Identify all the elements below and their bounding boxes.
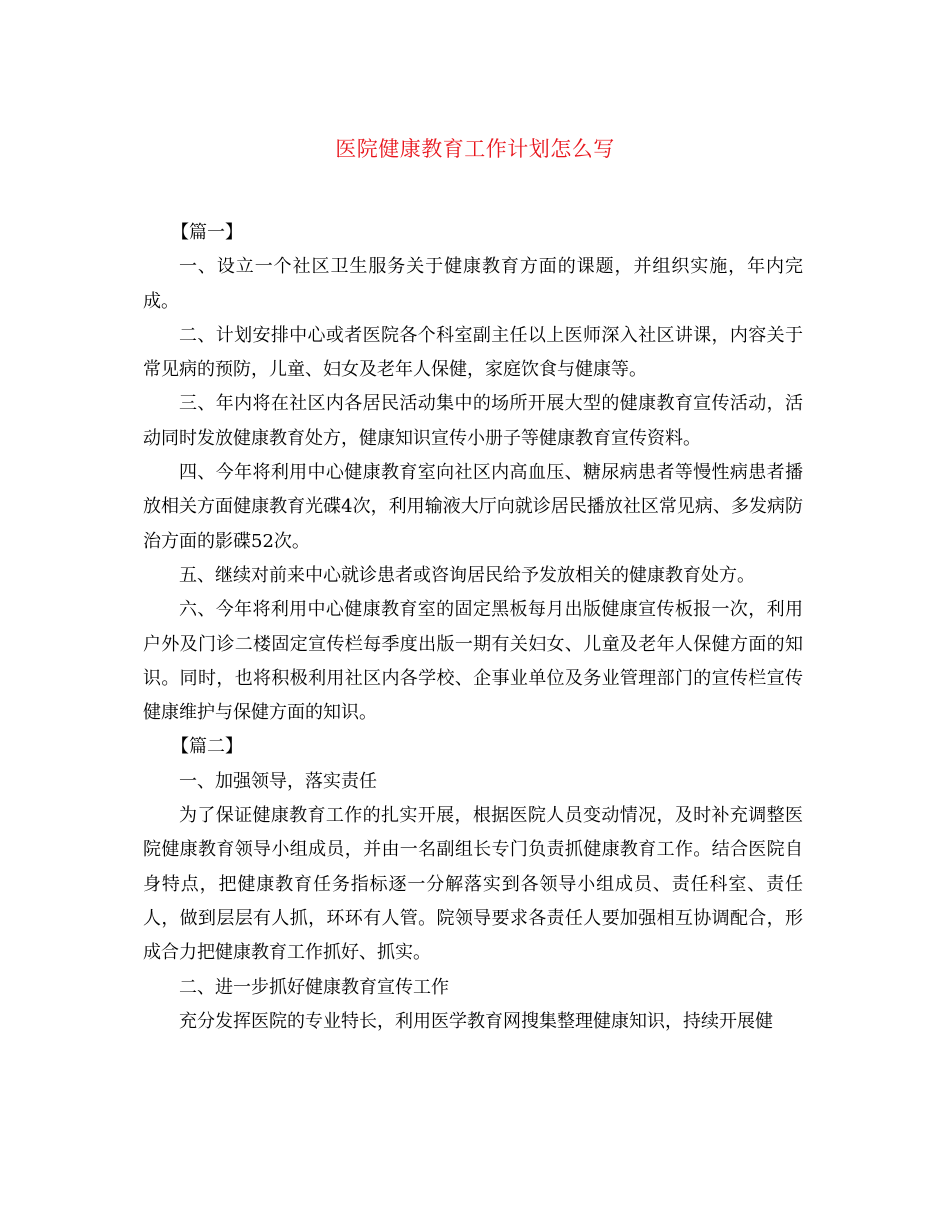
- paragraph: 充分发挥医院的专业特长，利用医学教育网搜集整理健康知识，持续开展健: [179, 1010, 773, 1032]
- paragraph: 六、今年将利用中心健康教育室的固定黑板每月出版健康宣传板报一次，利用户外及门诊二楼固定宣传栏每季度出版一期有关妇女、儿童及老年人保健方面的知识。同时，也将积极利用社区内各学校、企事业单位及务业管理部门的宣传栏宣传健康维护与保健方面的知识。: [143, 599, 803, 724]
- paragraph: 二、计划安排中心或者医院各个科室副主任以上医师深入社区讲课，内容关于常见病的预防，儿童、妇女及老年人保健，家庭饮食与健康等。: [143, 324, 803, 381]
- paragraph: 三、年内将在社区内各居民活动集中的场所开展大型的健康教育宣传活动，活动同时发放健康教育处方，健康知识宣传小册子等健康教育宣传资料。: [143, 393, 803, 449]
- section-heading: 【篇一】: [171, 222, 243, 243]
- section-heading: 【篇二】: [171, 736, 243, 758]
- subheading: 二、进一步抓好健康教育宣传工作: [179, 976, 449, 998]
- paragraph: 一、设立一个社区卫生服务关于健康教育方面的课题，并组织实施，年内完成。: [143, 256, 803, 312]
- paragraph: 五、继续对前来中心就诊患者或咨询居民给予发放相关的健康教育处方。: [179, 564, 755, 586]
- document-title: 医院健康教育工作计划怎么写: [335, 137, 615, 161]
- section-1: [143, 216, 803, 730]
- paragraph: 四、今年将利用中心健康教育室向社区内高血压、糖尿病患者等慢性病患者播放相关方面健康教育光碟4次，利用输液大厅向就诊居民播放社区常见病、多发病防治方面的影碟52次。: [143, 462, 803, 552]
- paragraph: 为了保证健康教育工作的扎实开展，根据医院人员变动情况，及时补充调整医院健康教育领导小组成员，并由一名副组长专门负责抓健康教育工作。结合医院自身特点，把健康教育任务指标逐一分解落实到各领导小组成员、责任科室、责任人，做到层层有人抓，环环有人管。院领导要求各责任人要加强相互协调配合，形成合力把健康教育工作抓好、抓实。: [143, 805, 803, 964]
- subheading: 一、加强领导，落实责任: [179, 770, 377, 792]
- document-body: [143, 216, 803, 1039]
- section-2: [143, 730, 803, 1039]
